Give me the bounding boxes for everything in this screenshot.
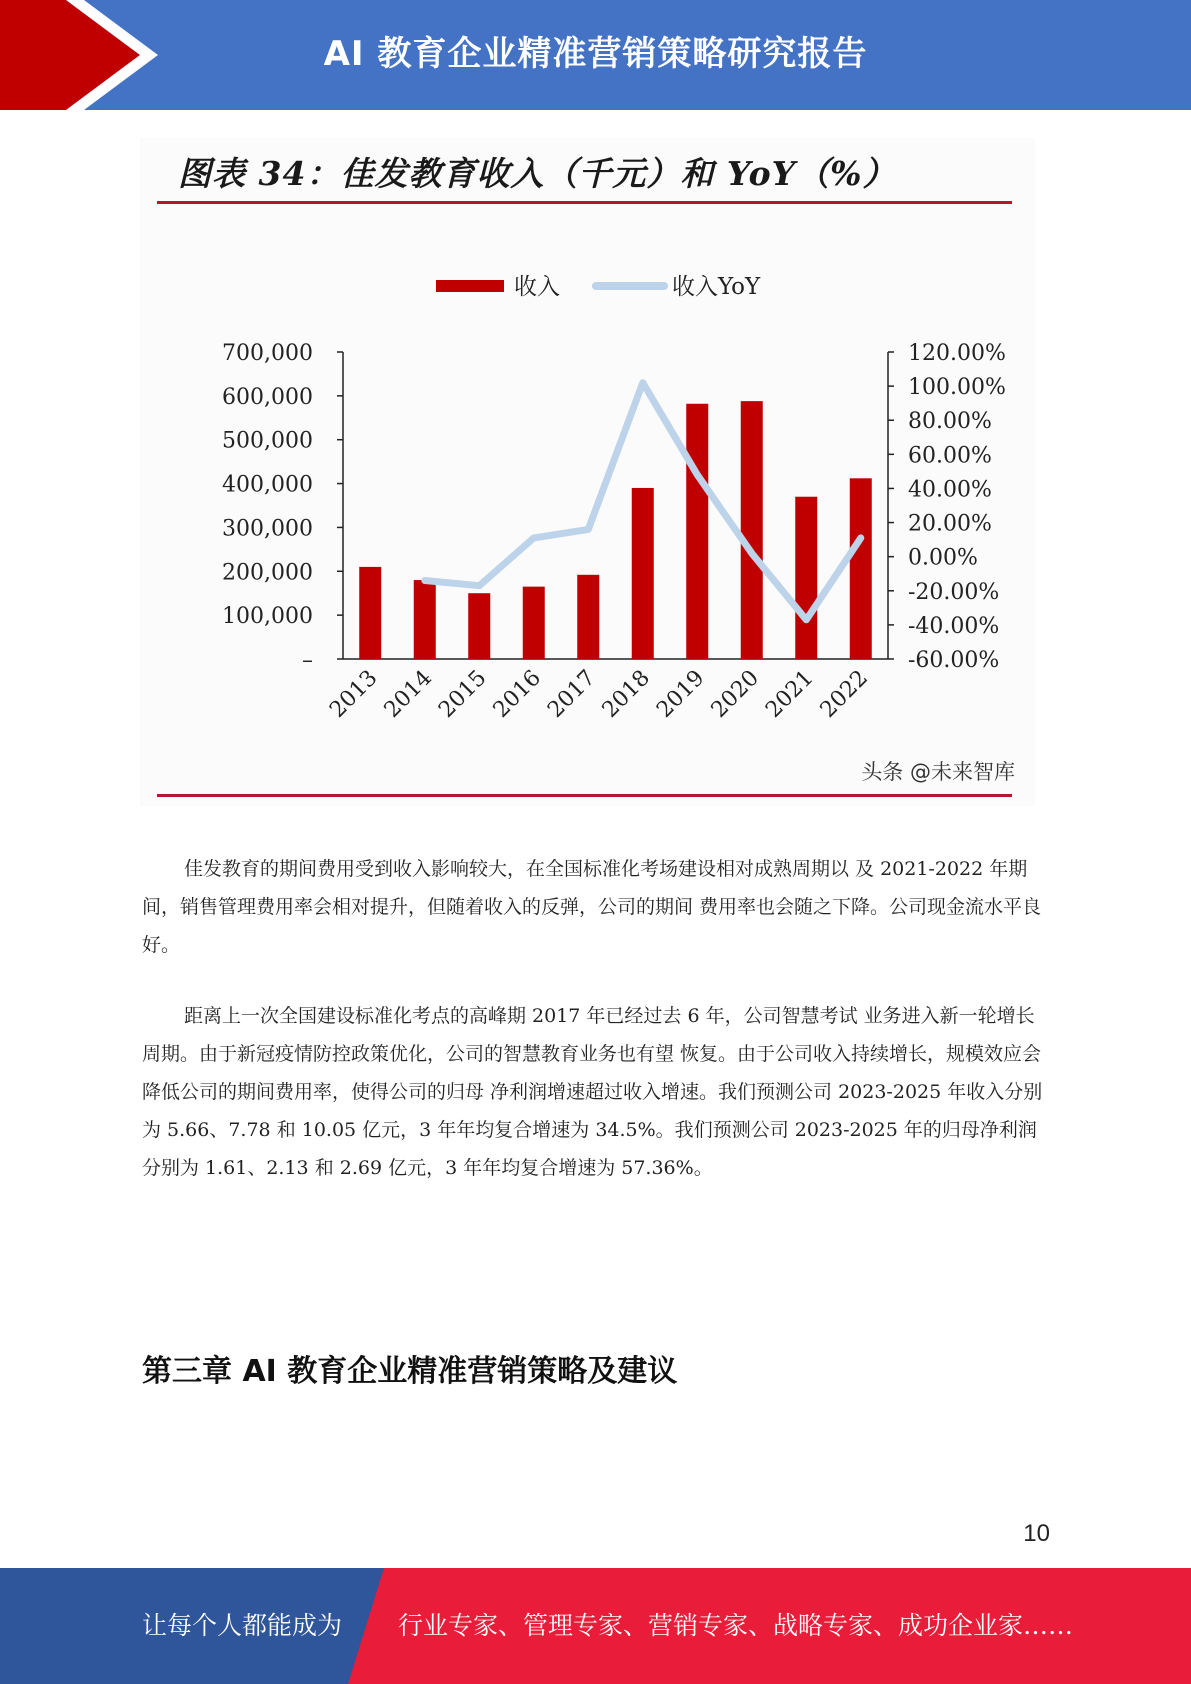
revenue-bar-2021 (795, 497, 817, 659)
x-tick-label-2015: 2015 (434, 665, 492, 723)
legend-label-revenue: 收入 (514, 274, 560, 300)
x-tick-label-2014: 2014 (379, 665, 437, 723)
x-tick-label-2013: 2013 (325, 665, 383, 723)
y-right-tick-label: 100.00% (908, 375, 1006, 401)
revenue-bar-2015 (468, 593, 490, 659)
x-tick-label-2019: 2019 (652, 665, 710, 723)
revenue-bar-2019 (686, 404, 708, 659)
y-left-tick-label: 700,000 (222, 341, 313, 366)
y-right-tick-label: 60.00% (908, 443, 992, 469)
revenue-bar-2018 (632, 488, 654, 659)
x-tick-label-2016: 2016 (488, 665, 546, 723)
y-left-tick-label: 100,000 (222, 604, 313, 630)
y-left-tick-label: 300,000 (222, 516, 313, 542)
y-right-tick-label: -40.00% (908, 613, 1000, 639)
body-paragraph-1 (142, 850, 1047, 964)
y-right-tick-label: 120.00% (908, 341, 1006, 366)
x-tick-label-2022: 2022 (815, 665, 873, 723)
page-header (0, 0, 1191, 110)
figure-credit: 头条 @未来智库 (861, 760, 1015, 784)
revenue-bar-2016 (523, 587, 545, 659)
y-left-tick-label: – (302, 648, 313, 673)
chapter-heading: 第三章 AI 教育企业精准营销策略及建议 (142, 1354, 678, 1389)
revenue-bar-2020 (741, 401, 763, 659)
y-left-tick-label: 500,000 (222, 428, 313, 454)
x-tick-label-2020: 2020 (706, 665, 764, 723)
revenue-bar-2022 (850, 478, 872, 659)
y-right-tick-label: -20.00% (908, 579, 1000, 605)
x-tick-label-2018: 2018 (597, 665, 655, 723)
revenue-bar-2013 (359, 567, 381, 659)
y-right-tick-label: 0.00% (908, 545, 978, 571)
figure-title: 图表 34：佳发教育收入（千元）和 YoY（%） (178, 154, 897, 193)
revenue-yoy-chart (140, 138, 1035, 806)
page-number: 10 (1023, 1520, 1050, 1547)
footer-slogan-left: 让每个人都能成为 (142, 1611, 343, 1640)
y-right-tick-label: 80.00% (908, 409, 992, 435)
chart-figure (140, 138, 1035, 806)
paragraph-2-text: 距离上一次全国建设标准化考点的高峰期 2017 年已经过去 6 年，公司智慧考试 业务进入新一轮增长周期。由于新冠疫情防控政策优化，公司的智慧教育业务也有望 恢复。由于公司收入持续增长，规模效应会降低公司的期间费用率，使得公司的归母 净利润增速超过收入增速。我们预测公司 2023-2025 年收入分别为 5.66、7.78 和 10.05 亿元，3 年年均复合增速为 34.5%。我们预测公司 2023-2025 年的归母净利润 分别为 1.61、2.13 和 2.69 亿元，3 年年均复合增速为 57.36%。 (142, 1005, 1043, 1179)
revenue-bar-2017 (577, 575, 599, 659)
body-paragraph-2 (142, 997, 1047, 1187)
revenue-bar-2014 (414, 580, 436, 659)
page-footer (0, 1568, 1191, 1684)
y-right-tick-label: -60.00% (908, 648, 1000, 673)
x-tick-label-2021: 2021 (761, 665, 819, 723)
legend-label-yoy: 收入YoY (672, 274, 761, 300)
y-left-tick-label: 200,000 (222, 560, 313, 586)
y-right-tick-label: 40.00% (908, 477, 992, 503)
report-title: AI 教育企业精准营销策略研究报告 (323, 34, 868, 74)
footer-slogan-right: 行业专家、管理专家、营销专家、战略专家、成功企业家…… (398, 1611, 1074, 1640)
paragraph-1-text: 佳发教育的期间费用受到收入影响较大，在全国标准化考场建设相对成熟周期以 及 2021-2022 年期间，销售管理费用率会相对提升，但随着收入的反弹，公司的期间 费用率也会随之下降。公司现金流水平良好。 (142, 858, 1042, 956)
y-left-tick-label: 600,000 (222, 384, 313, 410)
y-left-tick-label: 400,000 (222, 472, 313, 498)
x-tick-label-2017: 2017 (543, 665, 601, 723)
y-right-tick-label: 20.00% (908, 511, 992, 537)
legend-swatch-revenue (436, 280, 504, 292)
figure-bottom-rule (157, 794, 1012, 797)
